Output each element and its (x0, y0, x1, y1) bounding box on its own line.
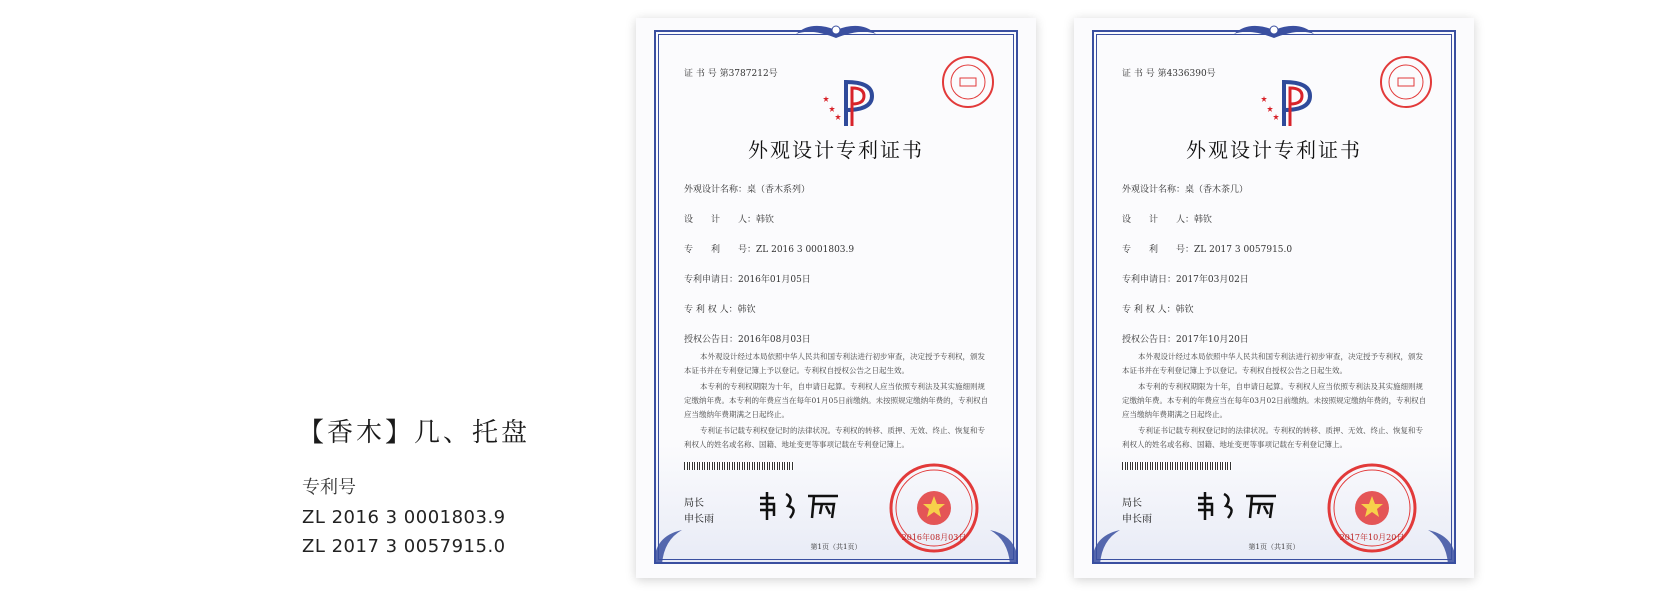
patent-certificate-2 (1074, 18, 1474, 578)
seal-date: 2017年10月20日 (1339, 533, 1405, 542)
patentee: 专 利 权 人：韩钦 (684, 305, 756, 315)
filing-date: 专利申请日：2016年01月05日 (684, 275, 811, 285)
design-name: 外观设计名称：桌（香木茶几） (1122, 185, 1249, 195)
body-paragraph: 本外观设计经过本局依照中华人民共和国专利法进行初步审查，决定授予专利权，颁发本证书并在专利登记簿上予以登记。专利权自授权公告之日起生效。 (684, 352, 985, 375)
design-name: 外观设计名称：桌（香木系列） (684, 185, 811, 195)
agency-seal-icon (1378, 54, 1434, 110)
patent-number-1: ZL 2016 3 0001803.9 (302, 507, 506, 528)
agency-seal-icon (940, 54, 996, 110)
patent-certificate-1 (636, 18, 1036, 578)
director-title: 局长 (1122, 498, 1142, 509)
barcode (1122, 462, 1232, 470)
certificate-title: 外观设计专利证书 (1186, 138, 1362, 162)
cnipa-logo-icon (1254, 76, 1316, 128)
product-intro (298, 412, 530, 565)
body-paragraph: 本专利的专利权期限为十年，自申请日起算。专利权人应当依照专利法及其实施细则规定缴纳年费。本专利的年费应当在每年03月02日前缴纳。未按照规定缴纳年费的，专利权自应当缴纳年费期满之日起终止。 (1122, 382, 1427, 419)
official-seal-icon (1326, 462, 1418, 554)
designer: 设 计 人：韩钦 (1122, 215, 1213, 225)
grant-date: 授权公告日：2017年10月20日 (1122, 335, 1249, 345)
certificate-border (1092, 30, 1456, 564)
top-ornament-icon (1229, 20, 1319, 42)
product-title: 【香木】几、托盘 (298, 418, 531, 448)
director-name: 申长雨 (684, 514, 714, 525)
certificate-title: 外观设计专利证书 (748, 138, 924, 162)
grant-date: 授权公告日：2016年08月03日 (684, 335, 811, 345)
body-paragraph: 专利证书记载专利权登记时的法律状况。专利权的转移、质押、无效、终止、恢复和专利权人的姓名或名称、国籍、地址变更等事项记载在专利登记簿上。 (1122, 426, 1423, 449)
seal-date: 2016年08月03日 (901, 533, 967, 542)
page-number: 第1页（共1页） (810, 543, 862, 551)
page-number: 第1页（共1页） (1248, 543, 1300, 551)
director-title: 局长 (684, 498, 704, 509)
body-paragraph: 本外观设计经过本局依照中华人民共和国专利法进行初步审查，决定授予专利权，颁发本证书并在专利登记簿上予以登记。专利权自授权公告之日起生效。 (1122, 352, 1423, 375)
official-seal-icon (888, 462, 980, 554)
body-paragraph: 专利证书记载专利权登记时的法律状况。专利权的转移、质押、无效、终止、恢复和专利权人的姓名或名称、国籍、地址变更等事项记载在专利登记簿上。 (684, 426, 985, 449)
director-signature (1192, 484, 1282, 524)
certificate-body (684, 350, 990, 454)
barcode (684, 462, 794, 470)
certificate-number: 证 书 号 第3787212号 (684, 69, 778, 79)
director-name: 申长雨 (1122, 514, 1152, 525)
designer: 设 计 人：韩钦 (684, 215, 775, 225)
patent-number: 专 利 号：ZL 2017 3 0057915.0 (1122, 245, 1293, 255)
certificate-body (1122, 350, 1428, 454)
certificate-number: 证 书 号 第4336390号 (1122, 69, 1216, 79)
patent-number-2: ZL 2017 3 0057915.0 (302, 536, 506, 557)
patentee: 专 利 权 人：韩钦 (1122, 305, 1194, 315)
top-ornament-icon (791, 20, 881, 42)
certificate-fields (1122, 182, 1430, 362)
director-signature (754, 484, 844, 524)
certificate-border (654, 30, 1018, 564)
certificate-fields (684, 182, 992, 362)
filing-date: 专利申请日：2017年03月02日 (1122, 275, 1249, 285)
patent-number: 专 利 号：ZL 2016 3 0001803.9 (684, 245, 855, 255)
patent-number-label: 专利号 (302, 477, 356, 498)
cnipa-logo-icon (816, 76, 878, 128)
body-paragraph: 本专利的专利权期限为十年，自申请日起算。专利权人应当依照专利法及其实施细则规定缴纳年费。本专利的年费应当在每年01月05日前缴纳。未按照规定缴纳年费的，专利权自应当缴纳年费期满之日起终止。 (684, 382, 989, 419)
